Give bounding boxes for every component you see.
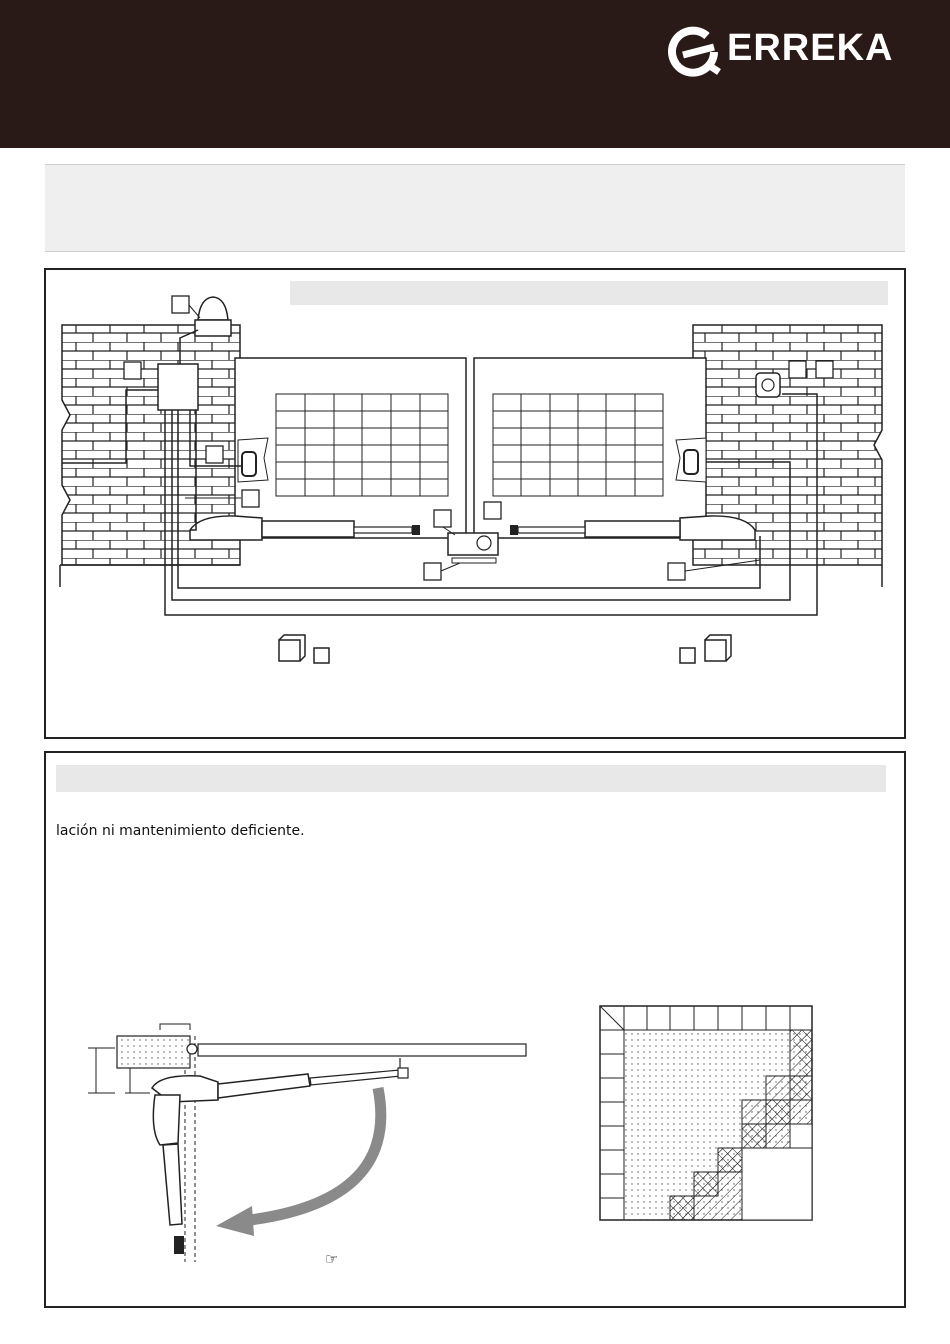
body-text: lación ni mantenimiento deficiente. [56,823,305,839]
actuator-open [153,1095,184,1254]
operating-range-grid [600,1006,812,1220]
brand-name: ERREKA [727,27,894,69]
pointing-hand-icon: ☞ [325,1250,339,1268]
opening-arrow-icon [250,1088,381,1220]
